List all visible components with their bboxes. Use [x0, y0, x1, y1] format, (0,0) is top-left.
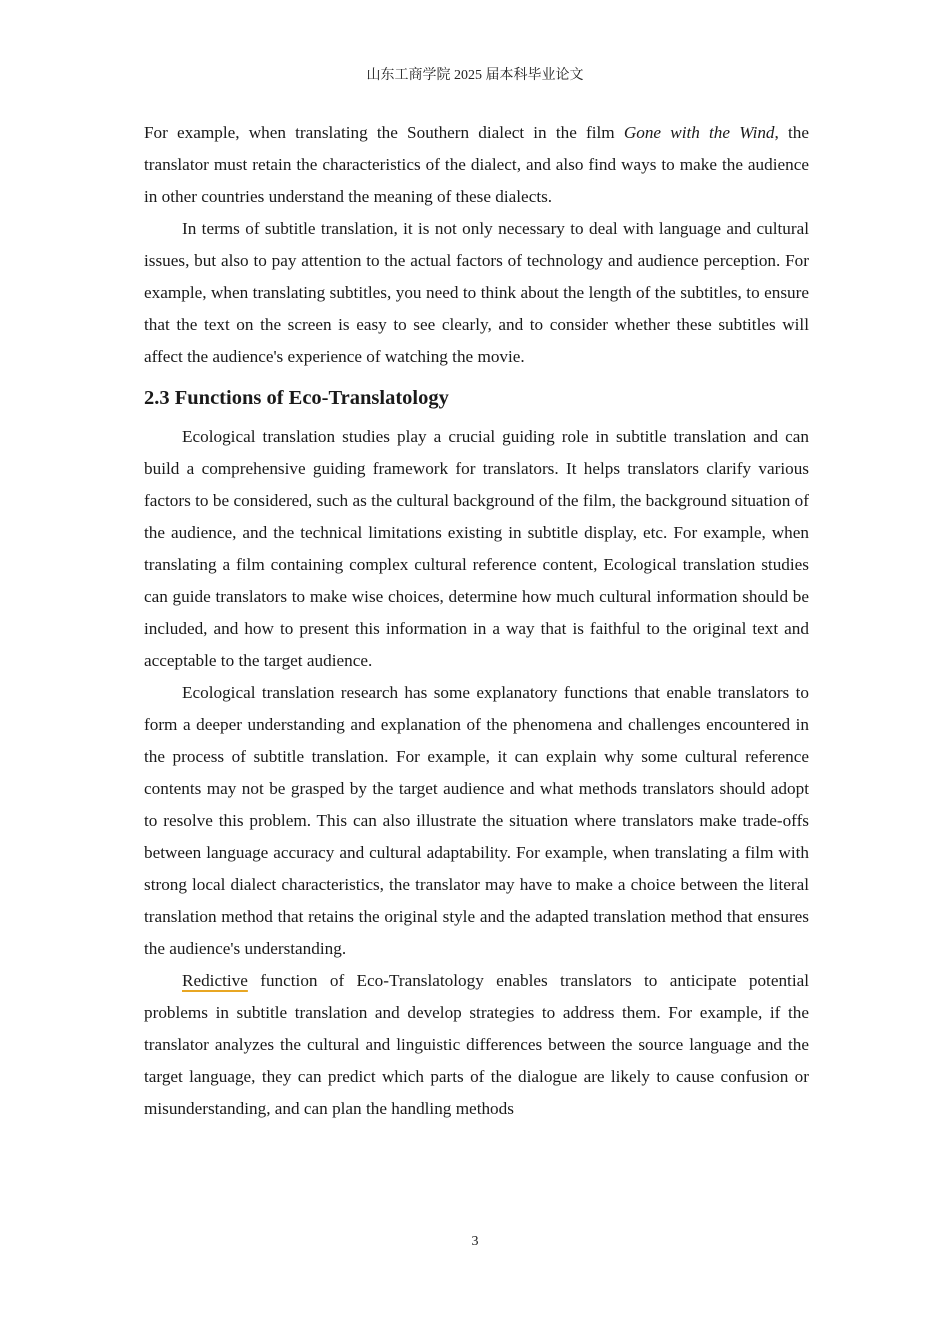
document-body [144, 117, 809, 1125]
spellcheck-flagged-word[interactable]: Redictive [182, 971, 248, 990]
page-header: 山东工商学院 2025 届本科毕业论文 [366, 68, 584, 83]
page-number: 3 [471, 1234, 479, 1249]
paragraph-dialect-example [144, 117, 809, 213]
paragraph-predictive-function [144, 965, 809, 1125]
paragraph-text: For example, when translating the Southern dialect in the film [144, 123, 624, 142]
paragraph-explanatory-function: Ecological translation research has some explanatory functions that enable translators to form a deeper understanding and explanation of the phenomena and challenges encountered in the process of subtitle translation. For example, it can explain why some cultural reference contents may not be grasped by the target audience and what methods translators should adopt to resolve this problem. This can also illustrate the situation where translators make trade-offs between language accuracy and cultural adaptability. For example, when translating a film with strong local dialect characteristics, the translator may have to make a choice between the literal translation method that retains the original style and the adapted translation method that ensures the audience's understanding. [144, 683, 809, 958]
paragraph-guiding-role: Ecological translation studies play a crucial guiding role in subtitle translation and can build a comprehensive guiding framework for translators. It helps translators clarify various factors to be considered, such as the cultural background of the film, the background situation of the audience, and the technical limitations existing in subtitle display, etc. For example, when translating a film containing complex cultural reference content, Ecological translation studies can guide translators to make wise choices, determine how much cultural information should be included, and how to present this information in a way that is faithful to the original text and acceptable to the target audience. [144, 427, 809, 670]
section-heading: 2.3 Functions of Eco-Translatology [144, 387, 449, 409]
paragraph-text: function of Eco-Translatology enables translators to anticipate potential problems in subtitle translation and develop strategies to address them. For example, if the translator analyzes the cultural and linguistic differences between the source language and the target language, they can predict which parts of the dialogue are likely to cause confusion or misunderstanding, and can plan the handling methods [144, 971, 809, 1118]
film-title: Gone with the Wind [623, 123, 775, 142]
paragraph-text: , the translator must retain the characteristics of the dialect, and also find ways to make the audience in other countries understand the meaning of these dialects. [144, 123, 810, 206]
paragraph-subtitle-translation: In terms of subtitle translation, it is not only necessary to deal with language and cultural issues, but also to pay attention to the actual factors of technology and audience perception. For example, when translating subtitles, you need to think about the length of the subtitles, to ensure that the text on the screen is easy to see clearly, and to consider whether these subtitles will affect the audience's experience of watching the movie. [144, 219, 809, 366]
